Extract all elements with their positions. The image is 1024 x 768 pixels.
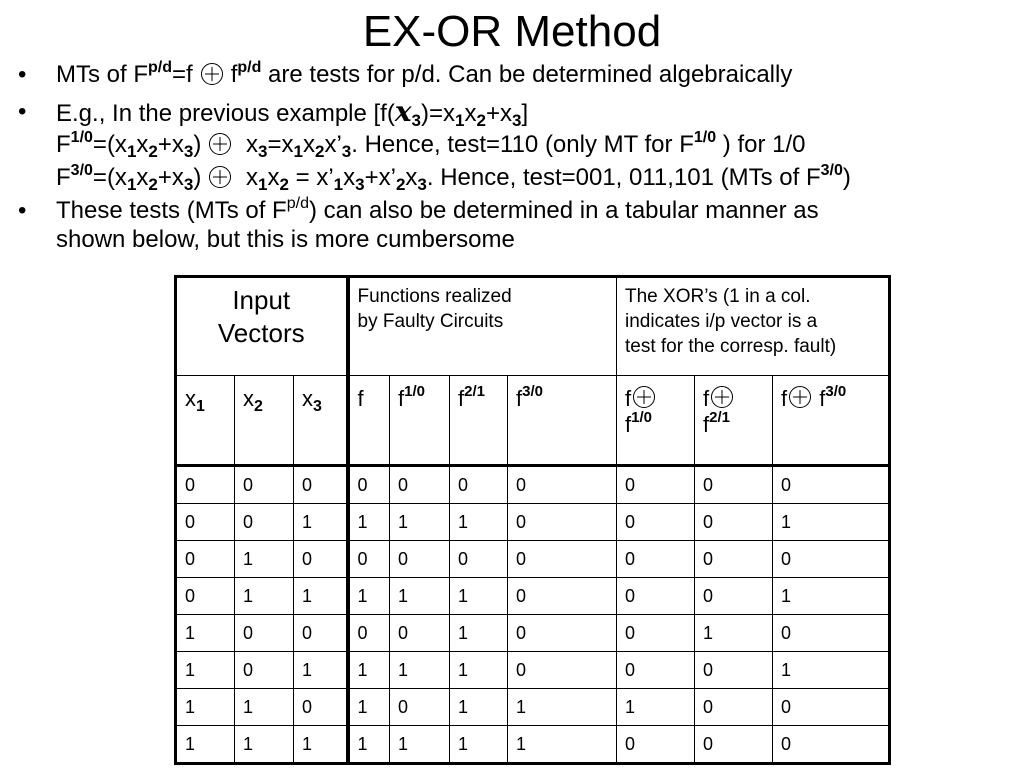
table-cell: 0 (176, 504, 235, 541)
table-cell: 1 (390, 504, 450, 541)
col-x3 (294, 376, 348, 466)
col-f10 (390, 376, 450, 466)
subscript: 3 (417, 175, 427, 194)
group-header-row (176, 277, 890, 376)
table-cell: 1 (294, 504, 348, 541)
table-cell: 1 (450, 504, 508, 541)
table-cell: 0 (390, 541, 450, 578)
table-cell: 0 (348, 466, 390, 504)
table-cell: 1 (235, 541, 294, 578)
table-cell: 0 (348, 541, 390, 578)
text: ) can also be determined in a tabular manner as (308, 197, 819, 224)
subscript: 3 (355, 175, 365, 194)
input-vectors-header (176, 277, 348, 376)
superscript: p/d (237, 59, 262, 76)
text: ) (193, 164, 202, 191)
text: = x’ (288, 164, 334, 191)
table-cell: 0 (294, 615, 348, 652)
table-cell: 0 (617, 726, 695, 764)
subscript: 1 (126, 175, 137, 194)
table-cell: 1 (348, 726, 390, 764)
text: F (56, 164, 71, 191)
table-cell: 0 (235, 615, 294, 652)
bullet-2-line-2 (56, 130, 1006, 163)
table-cell: 0 (695, 652, 773, 689)
subscript: 2 (148, 142, 158, 161)
text: +x (157, 131, 184, 158)
subscript: 2 (279, 175, 289, 194)
text: . Hence, test=110 (only MT for F (351, 131, 694, 158)
table-cell: 1 (348, 689, 390, 726)
table-cell: 0 (176, 578, 235, 615)
subscript: 3 (313, 398, 322, 415)
bullet-1 (16, 60, 1006, 93)
text: )=x (421, 100, 456, 127)
text: ) for 1/0 (716, 131, 806, 158)
table-cell: 0 (294, 541, 348, 578)
bullet-3-line-1 (56, 196, 1006, 225)
table-cell: 0 (695, 689, 773, 726)
text: x (405, 164, 418, 191)
subscript: 1 (455, 111, 465, 130)
text: ] (521, 100, 529, 127)
functions-header (348, 277, 617, 376)
header-text: f (703, 412, 710, 437)
table-cell: 0 (294, 689, 348, 726)
bullet-list (16, 60, 1006, 254)
table-cell: 0 (773, 615, 890, 652)
table-cell: 1 (235, 578, 294, 615)
col-f21 (450, 376, 508, 466)
superscript: 3/0 (820, 162, 843, 179)
table-row (176, 689, 890, 726)
table-row (176, 504, 890, 541)
subscript: 1 (293, 142, 303, 161)
header-text: f (625, 386, 632, 411)
header-text: f (703, 386, 710, 411)
table-cell: 0 (508, 466, 617, 504)
text: x (302, 131, 315, 158)
bullet-3 (16, 196, 1006, 254)
table-row (176, 578, 890, 615)
text: x (136, 164, 149, 191)
header-text: test for the corresp. fault) (625, 336, 837, 357)
truth-table (174, 275, 891, 765)
text: MTs of F (56, 61, 149, 88)
bullet-2-line-3 (56, 163, 1006, 196)
table-cell: 1 (508, 689, 617, 726)
header-text: f (458, 386, 465, 411)
table-cell: 0 (235, 466, 294, 504)
header-text: x (185, 386, 196, 411)
subscript: 1 (333, 175, 344, 194)
bullet-dot: • (18, 61, 27, 88)
text: E.g., In the previous example [f( (56, 100, 395, 127)
table-cell: 1 (450, 689, 508, 726)
table-cell: 0 (773, 726, 890, 764)
table-cell: 0 (617, 578, 695, 615)
subscript: 3 (258, 142, 268, 161)
table-cell: 0 (390, 466, 450, 504)
text: f (230, 61, 238, 88)
table-cell: 1 (176, 615, 235, 652)
table-cell: 1 (348, 578, 390, 615)
subscript: 3 (411, 111, 422, 130)
text: x (464, 100, 477, 127)
table-body (176, 466, 890, 764)
table-cell: 0 (695, 504, 773, 541)
header-text: by Faulty Circuits (357, 311, 504, 332)
col-xor-f30 (773, 376, 890, 466)
text: x (267, 164, 280, 191)
xor-symbol-icon (209, 133, 231, 155)
subscript: 1 (126, 142, 137, 161)
table-cell: 1 (508, 726, 617, 764)
table-cell: 1 (450, 726, 508, 764)
table-cell: 0 (390, 689, 450, 726)
col-f (348, 376, 390, 466)
text: . Hence, test=001, 011,101 (MTs of F (426, 164, 821, 191)
table-cell: 0 (235, 504, 294, 541)
table-cell: 1 (450, 652, 508, 689)
table-cell: 0 (773, 689, 890, 726)
table-cell: 1 (176, 652, 235, 689)
table-cell: 1 (176, 689, 235, 726)
xor-symbol-icon (789, 386, 811, 408)
table-cell: 1 (235, 689, 294, 726)
bullet-1-line (56, 60, 1006, 93)
superscript: 3/0 (522, 383, 543, 400)
table-cell: 0 (617, 466, 695, 504)
table-cell: 0 (508, 541, 617, 578)
text: ) (842, 164, 851, 191)
table-cell: 0 (176, 541, 235, 578)
bullet-dot: • (18, 197, 27, 224)
table-cell: 0 (508, 615, 617, 652)
table-cell: 0 (695, 466, 773, 504)
header-text: indicates i/p vector is a (625, 311, 818, 332)
header-text: x (243, 386, 254, 411)
text: =(x (92, 131, 127, 158)
table-cell: 1 (235, 726, 294, 764)
col-x2 (235, 376, 294, 466)
table-row (176, 615, 890, 652)
table-cell: 1 (450, 578, 508, 615)
table-cell: 0 (695, 541, 773, 578)
x-variable: x (394, 95, 412, 128)
superscript: 1/0 (693, 129, 717, 146)
text: =f (172, 61, 193, 88)
superscript: p/d (286, 195, 309, 212)
text: x (343, 164, 356, 191)
header-text: f (625, 412, 632, 437)
table-cell: 0 (695, 578, 773, 615)
subscript: 1 (196, 398, 205, 415)
table-cell: 0 (695, 726, 773, 764)
table-cell: 0 (773, 541, 890, 578)
header-text: f (813, 386, 826, 411)
table-cell: 0 (773, 466, 890, 504)
xor-symbol-icon (711, 386, 733, 408)
table-row (176, 541, 890, 578)
xor-symbol-icon (633, 386, 655, 408)
superscript: 1/0 (631, 409, 652, 426)
col-xor-f21 (695, 376, 773, 466)
text: +x (485, 100, 512, 127)
text: These tests (MTs of F (56, 197, 287, 224)
text: x (239, 131, 259, 158)
table-cell: 1 (773, 578, 890, 615)
header-text: The XOR’s (1 in a col. (625, 286, 811, 307)
text: +x’ (364, 164, 396, 191)
table-cell: 1 (390, 578, 450, 615)
table-cell: 0 (617, 504, 695, 541)
subscript: 3 (511, 111, 522, 130)
table-cell: 1 (390, 726, 450, 764)
subscript: 3 (183, 142, 194, 161)
header-text: Functions realized (357, 286, 512, 307)
superscript: 3/0 (825, 383, 847, 400)
bullet-2-line-1 (56, 97, 1006, 130)
text: are tests for p/d. Can be determined algebraically (261, 61, 793, 88)
subscript: 2 (395, 175, 406, 194)
table-cell: 1 (176, 726, 235, 764)
xor-symbol-icon (201, 63, 223, 85)
table-cell: 0 (176, 466, 235, 504)
subscript: 2 (254, 398, 263, 415)
text: =(x (92, 164, 127, 191)
subscript: 2 (476, 111, 486, 130)
col-f30 (508, 376, 617, 466)
superscript: p/d (148, 59, 173, 76)
table-cell: 0 (390, 615, 450, 652)
header-text: Input (232, 285, 291, 315)
xor-header (617, 277, 890, 376)
subscript: 3 (341, 142, 352, 161)
table-cell: 1 (773, 504, 890, 541)
table-cell: 1 (348, 652, 390, 689)
table-cell: 1 (294, 726, 348, 764)
table-cell: 0 (508, 652, 617, 689)
subscript: 2 (314, 142, 325, 161)
text: F (56, 131, 71, 158)
table-cell: 0 (508, 578, 617, 615)
slide-title: EX-OR Method (362, 7, 662, 56)
bullet-2 (16, 97, 1006, 196)
bullet-3-line-2: shown below, but this is more cumbersome (56, 226, 515, 253)
text: +x (157, 164, 184, 191)
table-cell: 1 (773, 652, 890, 689)
table-row (176, 726, 890, 764)
table-cell: 1 (450, 615, 508, 652)
table-cell: 0 (617, 615, 695, 652)
table-cell: 0 (348, 615, 390, 652)
superscript: 2/1 (464, 383, 485, 400)
text: ) (193, 131, 202, 158)
superscript: 2/1 (709, 409, 730, 426)
text: =x (267, 131, 294, 158)
header-text: Vectors (217, 318, 305, 348)
subscript: 1 (258, 175, 268, 194)
table-row (176, 466, 890, 504)
text: x (136, 131, 149, 158)
superscript: 1/0 (404, 383, 425, 400)
table-cell: 0 (508, 504, 617, 541)
header-text: x (302, 386, 313, 411)
col-xor-f10 (617, 376, 695, 466)
header-text: f (781, 386, 788, 411)
superscript: 1/0 (70, 129, 93, 146)
text: x (239, 164, 259, 191)
table-cell: 1 (390, 652, 450, 689)
table-cell: 1 (348, 504, 390, 541)
column-header-row (176, 376, 890, 466)
header-text: f (357, 386, 364, 411)
table-cell: 0 (450, 541, 508, 578)
table-row (176, 652, 890, 689)
table-cell: 1 (617, 689, 695, 726)
table-cell: 0 (617, 652, 695, 689)
table-cell: 0 (235, 652, 294, 689)
text: x’ (324, 131, 342, 158)
subscript: 3 (183, 175, 194, 194)
col-x1 (176, 376, 235, 466)
header-text: f (398, 386, 405, 411)
table-cell: 0 (294, 466, 348, 504)
table-cell: 1 (294, 578, 348, 615)
xor-symbol-icon (209, 166, 231, 188)
subscript: 2 (148, 175, 158, 194)
table-cell: 0 (450, 466, 508, 504)
table-cell: 0 (617, 541, 695, 578)
header-text: f (516, 386, 523, 411)
table-cell: 1 (294, 652, 348, 689)
superscript: 3/0 (70, 162, 93, 179)
bullet-dot: • (18, 98, 27, 125)
table-cell: 1 (695, 615, 773, 652)
